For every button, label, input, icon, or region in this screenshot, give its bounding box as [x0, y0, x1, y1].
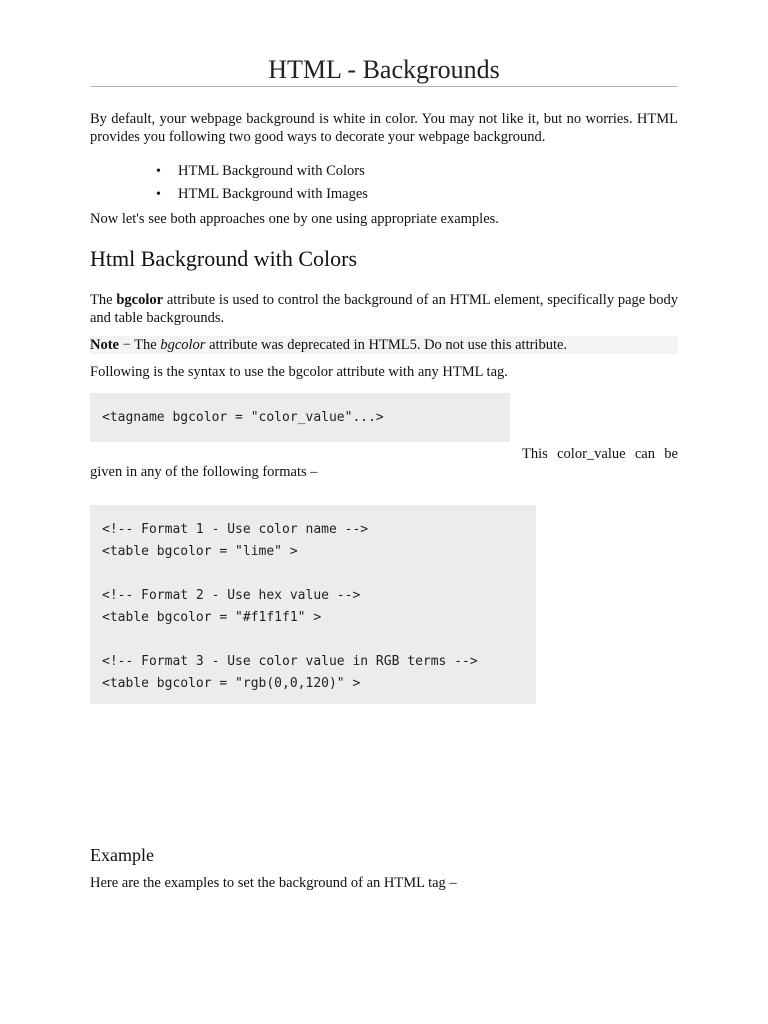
bgcolor-text-pre: The — [90, 292, 117, 308]
page-title: HTML - Backgrounds — [268, 55, 500, 84]
example-heading: Example — [90, 845, 154, 865]
note-attribute: bgcolor — [160, 337, 206, 353]
code-line: <!-- Format 3 - Use color value in RGB terms --> — [102, 654, 478, 669]
intro-paragraph: By default, your webpage background is white in color. You may not like it, but no worries. HTML provides you following two good ways to decorate your webpage background. — [90, 111, 678, 145]
bgcolor-paragraph — [90, 291, 678, 327]
formats-text-line1: This color_value can be — [522, 446, 678, 462]
list-item — [90, 160, 678, 183]
syntax-paragraph: Following is the syntax to use the bgcolor attribute with any HTML tag. — [90, 364, 508, 380]
formats-text-line2: given in any of the following formats – — [90, 464, 318, 480]
title-divider — [90, 86, 678, 87]
note-label: Note — [90, 337, 119, 353]
deprecation-note — [90, 336, 678, 354]
code-line: <tagname bgcolor = "color_value"...> — [102, 410, 384, 425]
code-line: <!-- Format 1 - Use color name --> — [102, 522, 369, 537]
note-text: attribute was deprecated in HTML5. Do not use this attribute. — [205, 337, 568, 353]
list-item — [90, 183, 678, 206]
syntax-code-block — [90, 393, 510, 442]
list-item-label: HTML Background with Images — [178, 186, 368, 202]
bullet-icon: • — [156, 187, 161, 202]
bullet-icon: • — [156, 164, 161, 179]
code-line: <table bgcolor = "lime" > — [102, 544, 298, 559]
code-line: <table bgcolor = "rgb(0,0,120)" > — [102, 676, 361, 691]
approach-paragraph: Now let's see both approaches one by one using appropriate examples. — [90, 211, 499, 227]
note-dash: − The — [119, 337, 161, 353]
code-line: <!-- Format 2 - Use hex value --> — [102, 588, 361, 603]
bgcolor-keyword: bgcolor — [116, 292, 164, 308]
approach-list — [90, 160, 678, 206]
bgcolor-text-post: attribute is used to control the background of an HTML element, specifically page body and table backgrounds. — [90, 292, 678, 326]
formats-code-block — [90, 505, 536, 704]
section-heading: Html Background with Colors — [90, 246, 358, 271]
example-paragraph: Here are the examples to set the background of an HTML tag – — [90, 875, 457, 891]
list-item-label: HTML Background with Colors — [178, 163, 365, 179]
code-line: <table bgcolor = "#f1f1f1" > — [102, 610, 322, 625]
